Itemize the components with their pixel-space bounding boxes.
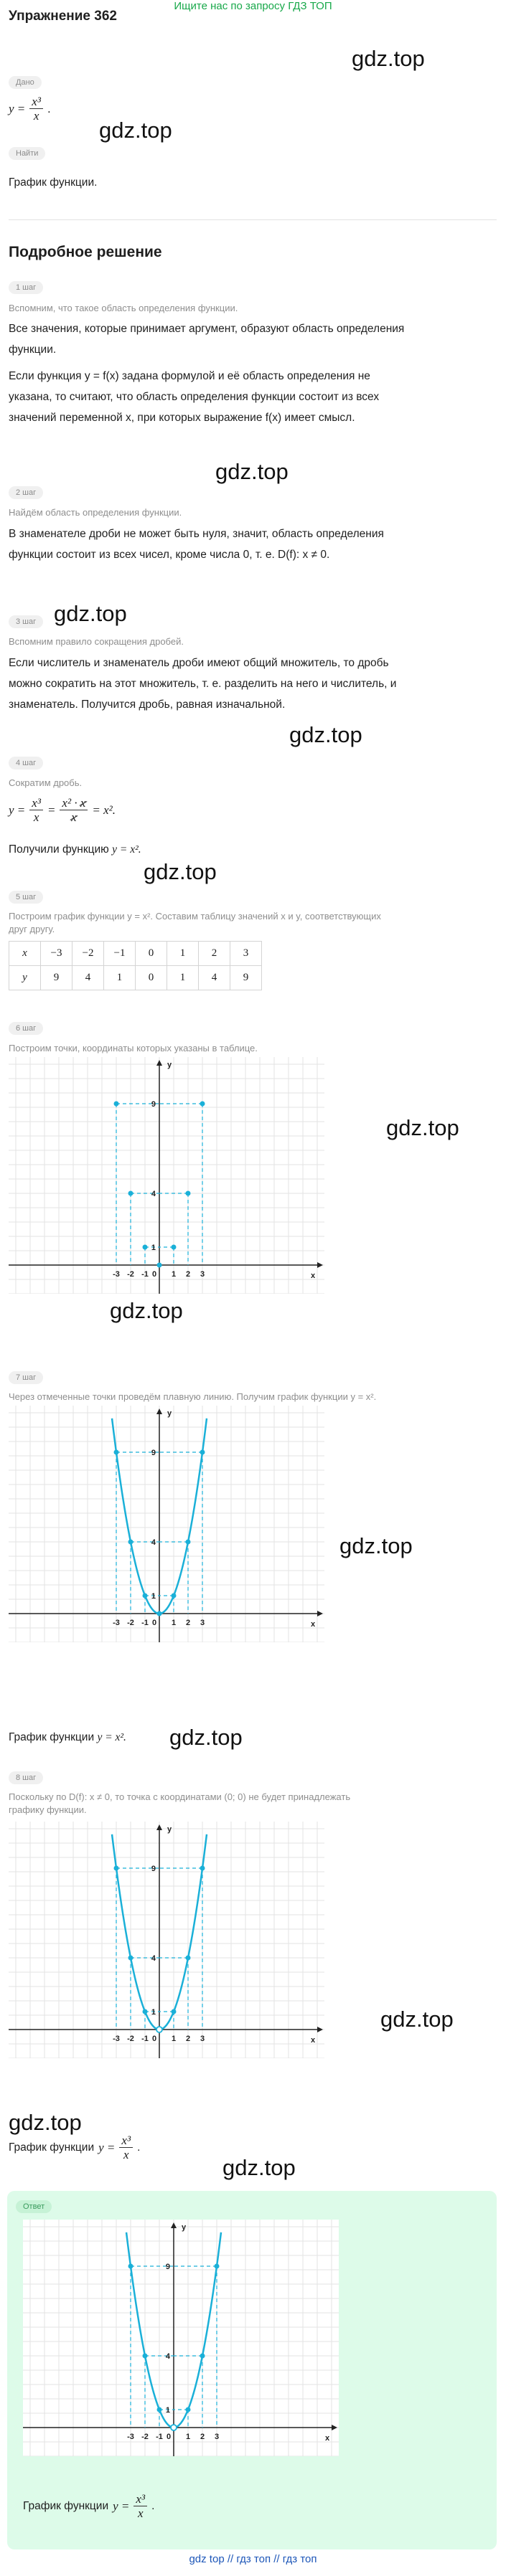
step-1-sub: Вспомним, что такое область определения функции. <box>9 303 238 313</box>
step-3-label: 3 шаг <box>9 615 43 628</box>
x-tick-label: 0 <box>151 2035 157 2043</box>
given-formula: y = $\frac{\text{x³}}{x}$ . <box>9 95 51 123</box>
step-7-label: 7 шаг <box>9 1371 43 1384</box>
excluded-point <box>156 2027 162 2032</box>
y-axis-label: y <box>167 1825 172 1834</box>
watermark: gdz.top <box>215 459 289 484</box>
parabola-graph <box>9 1406 324 1642</box>
step-1-line: Если функция y = f(x) задана формулой и её область определения не <box>9 370 370 382</box>
table-header-cell: y <box>9 966 41 990</box>
step-2-label: 2 шаг <box>9 486 43 499</box>
watermark: gdz.top <box>144 859 217 884</box>
points-graph <box>9 1057 324 1294</box>
table-cell: 1 <box>167 966 199 990</box>
x-tick-label: -1 <box>141 1270 149 1279</box>
table-cell: 4 <box>199 966 230 990</box>
x-tick-label: 1 <box>185 2433 191 2441</box>
x-tick-label: -2 <box>127 1619 134 1627</box>
y-tick-label: 4 <box>151 1190 156 1198</box>
data-point <box>200 1102 205 1107</box>
step-2-line: функции состоит из всех чисел, кроме числа 0, т. е. D(f): x ≠ 0. <box>9 549 330 561</box>
x-tick-label: -3 <box>113 1619 120 1627</box>
y-tick-label: 9 <box>165 2263 170 2271</box>
step-4-sub: Сократим дробь. <box>9 777 83 788</box>
step-7-sub: Через отмеченные точки проведём плавную линию. Получим график функции y = x². <box>9 1391 377 1402</box>
x-tick-label: 0 <box>151 1619 157 1627</box>
x-tick-label: 3 <box>200 1270 205 1279</box>
x-tick-label: 2 <box>185 1270 191 1279</box>
y-tick-label: 1 <box>151 1592 156 1601</box>
data-point <box>172 1245 177 1250</box>
y-axis-label: y <box>167 1061 172 1069</box>
y-tick-label: 1 <box>151 1244 156 1252</box>
step-5-label: 5 шаг <box>9 891 43 904</box>
step-3-line: знаменатель. Получится дробь, равная изначальной. <box>9 699 286 711</box>
x-tick-label: -2 <box>127 1270 134 1279</box>
x-tick-label: 0 <box>151 1270 157 1279</box>
data-point <box>157 1263 162 1268</box>
data-point <box>114 1866 119 1871</box>
watermark: gdz.top <box>339 1533 413 1558</box>
step-6-label: 6 шаг <box>9 1022 43 1035</box>
step-1-label: 1 шаг <box>9 281 43 294</box>
watermark: gdz.top <box>54 601 127 626</box>
x-tick-label: -1 <box>141 1619 149 1627</box>
watermark: gdz.top <box>110 1298 183 1323</box>
y-tick-label: 1 <box>151 2008 156 2017</box>
x-tick-label: 3 <box>200 1619 205 1627</box>
y-tick-label: 9 <box>151 1865 156 1873</box>
data-point <box>200 1866 205 1871</box>
answer-graph <box>23 2220 339 2456</box>
find-text: График функции. <box>9 176 98 189</box>
search-hint-link[interactable]: Ищите нас по запросу ГДЗ ТОП <box>174 0 332 12</box>
data-point <box>143 1594 148 1599</box>
step-2-line: В знаменателе дроби не может быть нуля, значит, область определения <box>9 528 384 540</box>
y-tick-label: 4 <box>165 2352 170 2361</box>
data-point <box>143 2009 148 2014</box>
x-tick-label: -2 <box>127 2035 134 2043</box>
step-4-formula: y = $\frac{\text{x³}}{x}$ = $\frac{\text{x² · x}}{x}$ = x². <box>9 796 116 824</box>
data-point <box>128 2264 133 2269</box>
final-graph <box>9 1822 324 2058</box>
table-cell: 2 <box>199 942 230 966</box>
step-4-result: Получили функцию y = x². <box>9 843 141 856</box>
data-point <box>215 2264 220 2269</box>
data-point <box>143 2354 148 2359</box>
x-tick-label: 3 <box>200 2035 205 2043</box>
x-tick-label: -3 <box>127 2433 134 2441</box>
step-1-line: Все значения, которые принимает аргумент, образуют область определения <box>9 323 405 335</box>
data-point <box>172 2009 177 2014</box>
data-point <box>186 1191 191 1196</box>
step-8-sub: Поскольку по D(f): x ≠ 0, то точка с координатами (0; 0) не будет принадлежать <box>9 1791 351 1802</box>
x-axis-label: x <box>310 1620 316 1629</box>
table-cell: 0 <box>136 942 167 966</box>
table-cell: 1 <box>104 966 136 990</box>
table-row <box>9 966 262 990</box>
step-3-sub: Вспомним правило сокращения дробей. <box>9 636 184 647</box>
data-point <box>186 2407 191 2412</box>
watermark: gdz.top <box>169 1725 243 1750</box>
table-cell: −2 <box>72 942 104 966</box>
table-cell: 3 <box>230 942 262 966</box>
watermark: gdz.top <box>222 2155 296 2180</box>
step-7-caption: График функции y = x². <box>9 1731 126 1743</box>
step-5-sub: друг другу. <box>9 924 55 934</box>
data-point <box>157 1611 162 1616</box>
watermark: gdz.top <box>99 118 172 143</box>
data-point <box>157 2407 162 2412</box>
data-point <box>128 1191 133 1196</box>
answer-label: Ответ <box>16 2200 52 2213</box>
y-tick-label: 4 <box>151 1954 156 1963</box>
y-tick-label: 1 <box>165 2406 170 2415</box>
data-point <box>200 1450 205 1455</box>
step-1-line: функции. <box>9 344 57 356</box>
step-8-sub: графику функции. <box>9 1804 87 1815</box>
step-4-label: 4 шаг <box>9 757 43 770</box>
table-row <box>9 942 262 966</box>
step-3-line: можно сократить на этот множитель, т. е. разделить на него и числитель, и <box>9 678 397 690</box>
data-point <box>186 1956 191 1961</box>
step-2-sub: Найдём область определения функции. <box>9 507 182 518</box>
x-tick-label: -1 <box>141 2035 149 2043</box>
given-label: Дано <box>9 76 42 89</box>
watermark: gdz.top <box>289 722 362 747</box>
divider <box>9 219 497 220</box>
y-tick-label: 4 <box>151 1538 156 1547</box>
x-tick-label: 2 <box>185 1619 191 1627</box>
y-axis-label: y <box>181 2223 187 2232</box>
data-point <box>128 1956 133 1961</box>
table-cell: 1 <box>167 942 199 966</box>
find-label: Найти <box>9 147 45 160</box>
watermark: gdz.top <box>352 46 425 71</box>
table-cell: 9 <box>230 966 262 990</box>
data-point <box>172 1594 177 1599</box>
data-point <box>143 1245 148 1250</box>
x-tick-label: 2 <box>200 2433 205 2441</box>
step-1-line: значений переменной x, при которых выражение f(x) имеет смысл. <box>9 412 355 424</box>
y-tick-label: 9 <box>151 1100 156 1109</box>
x-tick-label: 2 <box>185 2035 191 2043</box>
data-point <box>114 1102 119 1107</box>
y-axis-label: y <box>167 1409 172 1418</box>
step-8-label: 8 шаг <box>9 1771 43 1784</box>
table-cell: −1 <box>104 942 136 966</box>
data-point <box>128 1540 133 1545</box>
step-1-line: указана, то считают, что область определения функции состоит из всех <box>9 391 380 403</box>
watermark: gdz.top <box>386 1115 459 1140</box>
table-cell: −3 <box>41 942 72 966</box>
x-tick-label: -3 <box>113 2035 120 2043</box>
x-axis-label: x <box>310 2036 316 2045</box>
x-tick-label: -1 <box>156 2433 163 2441</box>
x-tick-label: 1 <box>171 1270 177 1279</box>
x-tick-label: 0 <box>166 2433 172 2441</box>
table-cell: 4 <box>72 966 104 990</box>
step-5-sub: Построим график функции y = x². Составим таблицу значений x и y, соответствующих <box>9 911 381 922</box>
values-table <box>9 941 262 990</box>
table-cell: 9 <box>41 966 72 990</box>
watermark: gdz.top <box>380 2007 454 2032</box>
data-point <box>200 2354 205 2359</box>
y-tick-label: 9 <box>151 1449 156 1457</box>
x-tick-label: -2 <box>141 2433 149 2441</box>
x-tick-label: 3 <box>214 2433 220 2441</box>
x-tick-label: 1 <box>171 2035 177 2043</box>
watermark: gdz.top <box>9 2110 82 2135</box>
table-cell: 0 <box>136 966 167 990</box>
footer-links[interactable]: gdz top // гдз топ // гдз топ <box>189 2553 317 2565</box>
excluded-point <box>171 2425 177 2430</box>
answer-caption: График функции y = $\frac{\text{x³}}{x}$ . <box>23 2492 155 2520</box>
table-header-cell: x <box>9 942 41 966</box>
solution-title: Подробное решение <box>9 244 162 260</box>
x-axis-label: x <box>324 2434 330 2443</box>
step-3-line: Если числитель и знаменатель дроби имеют общий множитель, то дробь <box>9 657 389 669</box>
data-point <box>186 1540 191 1545</box>
page-title: Упражнение 362 <box>9 9 117 24</box>
step-6-sub: Построим точки, координаты которых указаны в таблице. <box>9 1043 258 1053</box>
x-tick-label: -3 <box>113 1270 120 1279</box>
x-tick-label: 1 <box>171 1619 177 1627</box>
data-point <box>114 1450 119 1455</box>
x-axis-label: x <box>310 1272 316 1280</box>
step-8-caption: График функции y = $\frac{\text{x³}}{x}$ . <box>9 2134 141 2161</box>
